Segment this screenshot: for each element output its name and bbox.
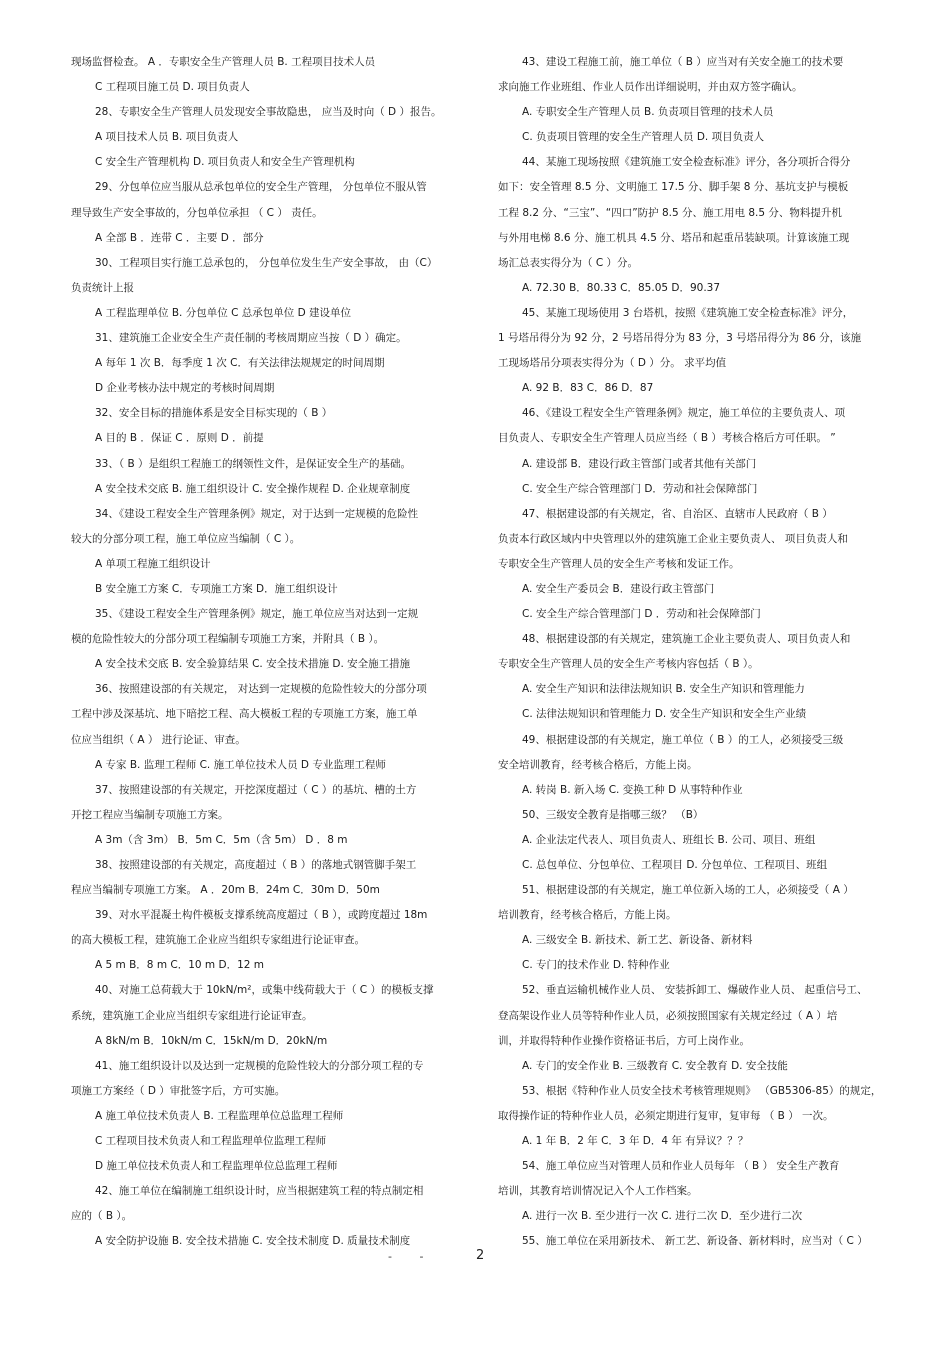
text-line: 41、施工组织设计以及达到一定规模的危险性较大的分部分项工程的专	[95, 1059, 424, 1072]
text-line: D 企业考核办法中规定的考核时间周期	[95, 382, 275, 395]
text-line: A. 72.30 B．80.33 C．85.05 D．90.37	[522, 281, 721, 294]
text-line: 31、建筑施工企业安全生产责任制的考核周期应当按（ D ）确定。	[95, 332, 407, 345]
text-line: 工现场塔吊分项表实得分为（ D ）分。 求平均值	[498, 357, 727, 370]
text-line: C 工程项目施工员 D. 项目负责人	[95, 81, 250, 94]
text-line: C. 总包单位、分包单位、工程项目 D. 分包单位、工程项目、班组	[522, 859, 828, 871]
text-line: A. 进行一次 B. 至少进行一次 C. 进行二次 D．至少进行二次	[522, 1210, 803, 1223]
left-column	[71, 50, 471, 1255]
text-line: 开挖工程应当编制专项施工方案。	[71, 808, 229, 821]
text-line: C 工程项目技术负责人和工程监理单位监理工程师	[95, 1135, 327, 1148]
text-line: A 安全防护设施 B. 安全技术措施 C. 安全技术制度 D. 质量技术制度	[95, 1235, 411, 1248]
text-line: 理导致生产安全事故的，分包单位承担 （ C ） 责任。	[71, 206, 323, 219]
text-line: A 项目技术人员 B. 项目负责人	[95, 131, 239, 144]
text-line: 51、根据建设部的有关规定，施工单位新入场的工人，必须接受（ A ）	[522, 884, 854, 897]
text-line: 55、施工单位在采用新技术、 新工艺、新设备、新材料时，应当对（ C ）	[522, 1235, 868, 1248]
text-line: B 安全施工方案 C．专项施工方案 D．施工组织设计	[95, 582, 338, 595]
text-line: 负责本行政区域内中央管理以外的建筑施工企业主要负责人、 项目负责人和	[498, 532, 848, 545]
text-line: 较大的分部分项工程，施工单位应当编制（ C ）。	[71, 532, 301, 545]
text-line: A 安全技术交底 B. 施工组织设计 C. 安全操作规程 D. 企业规章制度	[95, 482, 411, 495]
text-line: 54、施工单位应当对管理人员和作业人员每年 （ B ） 安全生产教育	[522, 1160, 840, 1173]
text-line: 专职安全生产管理人员的安全生产考核内容包括（ B ）。	[498, 658, 759, 671]
text-line: A. 三级安全 B. 新技术、新工艺、新设备、新材料	[522, 934, 753, 947]
text-line: 取得操作证的特种作业人员，必须定期进行复审，复审每 （ B ） 一次。	[498, 1109, 834, 1122]
text-line: C. 法律法规知识和管理能力 D. 安全生产知识和安全生产业绩	[522, 708, 807, 721]
text-line: A. 企业法定代表人、项目负责人、班组长 B. 公司、项目、班组	[522, 833, 816, 846]
text-line: 46、《建设工程安全生产管理条例》规定，施工单位的主要负责人、项	[522, 407, 846, 420]
text-line: A. 92 B．83 C．86 D．87	[522, 382, 654, 395]
text-line: C 安全生产管理机构 D. 项目负责人和安全生产管理机构	[95, 156, 355, 169]
text-line: 如下：安全管理 8.5 分、文明施工 17.5 分、脚手架 8 分、基坑支护与模板	[498, 181, 849, 194]
text-line: 37、按照建设部的有关规定，开挖深度超过（ C ）的基坑、槽的土方	[95, 783, 417, 796]
text-line: 目负责人、专职安全生产管理人员应当经（ B ）考核合格后方可任职。 ”	[498, 432, 836, 445]
text-line: A. 专门的安全作业 B. 三级教育 C. 安全教育 D. 安全技能	[522, 1059, 788, 1072]
right-column	[498, 50, 893, 1255]
text-line: A 工程监理单位 B. 分包单位 C 总承包单位 D 建设单位	[95, 306, 352, 319]
text-line: 48、根据建设部的有关规定，建筑施工企业主要负责人、项目负责人和	[522, 633, 851, 646]
text-line: 45、某施工现场使用 3 台塔机，按照《建筑施工安全检查标准》评分，	[522, 306, 854, 319]
page-footer	[0, 1250, 950, 1270]
text-line: 39、对水平混凝土构件模板支撑系统高度超过（ B ），或跨度超过 18m	[95, 909, 428, 922]
text-line: 训，并取得特种作业操作资格证书后，方可上岗作业。	[498, 1034, 750, 1047]
text-line: 35、《建设工程安全生产管理条例》规定，施工单位应当对达到一定规	[95, 608, 419, 621]
text-line: A. 1 年 B．2 年 C．3 年 D．4 年 有异议？？？	[522, 1135, 749, 1148]
text-line: 36、按照建设部的有关规定， 对达到一定规模的危险性较大的分部分项	[95, 683, 427, 696]
text-line: 49、根据建设部的有关规定，施工单位（ B ）的工人，必须接受三级	[522, 733, 844, 746]
text-line: 项施工方案经（ D ）审批签字后，方可实施。	[71, 1084, 286, 1097]
text-line: 52、垂直运输机械作业人员、 安装拆卸工、爆破作业人员、 起重信号工、	[522, 984, 868, 997]
text-line: 应的（ B ）。	[71, 1210, 133, 1223]
text-line: A 目的 B ．保证 C ．原则 D ．前提	[95, 432, 264, 445]
text-line: D 施工单位技术负责人和工程监理单位总监理工程师	[95, 1160, 338, 1173]
text-line: 负责统计上报	[71, 281, 134, 294]
text-line: 29、分包单位应当服从总承包单位的安全生产管理， 分包单位不服从管	[95, 181, 427, 194]
text-line: 42、施工单位在编制施工组织设计时，应当根据建筑工程的特点制定相	[95, 1185, 424, 1198]
text-line: C. 安全生产综合管理部门 D ．劳动和社会保障部门	[522, 608, 761, 621]
text-line: 44、某施工现场按照《建筑施工安全检查标准》评分，各分项折合得分	[522, 156, 851, 169]
text-line: 现场监督检查。 A ．专职安全生产管理人员 B. 工程项目技术人员	[71, 56, 376, 68]
text-line: A 单项工程施工组织设计	[95, 557, 211, 570]
footer-dashes: - -	[388, 1250, 436, 1263]
text-line: A 每年 1 次 B．每季度 1 次 C．有关法律法规规定的时间周期	[95, 357, 385, 370]
page-number: 2	[476, 1248, 485, 1263]
text-line: 登高架设作业人员等特种作业人员，必须按照国家有关规定经过（ A ）培	[498, 1009, 838, 1022]
text-line: 47、根据建设部的有关规定，省、自治区、直辖市人民政府（ B ）	[522, 507, 833, 520]
text-line: 与外用电梯 8.6 分、施工机具 4.5 分、塔吊和起重吊装缺项。计算该施工现	[498, 231, 850, 244]
text-line: 培训教育，经考核合格后，方能上岗。	[498, 909, 677, 922]
text-line: A 8kN/m B．10kN/m C．15kN/m D．20kN/m	[95, 1034, 328, 1047]
text-line: 专职安全生产管理人员的安全生产考核和发证工作。	[498, 557, 740, 570]
text-line: C. 专门的技术作业 D. 特种作业	[522, 959, 670, 972]
text-line: A 专家 B. 监理工程师 C. 施工单位技术人员 D 专业监理工程师	[95, 758, 386, 771]
text-line: 43、建设工程施工前，施工单位（ B ）应当对有关安全施工的技术要	[522, 56, 844, 68]
text-line: 培训，其教育培训情况记入个人工作档案。	[498, 1185, 698, 1198]
text-line: A. 转岗 B. 新入场 C. 变换工种 D 从事特种作业	[522, 783, 743, 796]
text-line: 程应当编制专项施工方案。 A ．20m B．24m C．30m D．50m	[71, 884, 380, 897]
text-line: 32、安全目标的措施体系是安全目标实现的（ B ）	[95, 407, 333, 420]
text-line: A 5 m B．8 m C．10 m D．12 m	[95, 959, 264, 972]
text-line: 33、（ B ）是组织工程施工的纲领性文件，是保证安全生产的基础。	[95, 457, 411, 470]
text-line: 1 号塔吊得分为 92 分，2 号塔吊得分为 83 分，3 号塔吊得分为 86 分，该施	[498, 332, 862, 345]
text-line: A 全部 B ．连带 C ．主要 D ．部分	[95, 231, 264, 244]
text-line: 34、《建设工程安全生产管理条例》规定，对于达到一定规模的危险性	[95, 507, 419, 520]
text-line: C. 负责项目管理的安全生产管理人员 D. 项目负责人	[522, 131, 765, 144]
text-line: 30、工程项目实行施工总承包的， 分包单位发生生产安全事故， 由（C）	[95, 256, 438, 269]
text-line: A 安全技术交底 B. 安全验算结果 C. 安全技术措施 D. 安全施工措施	[95, 658, 411, 671]
text-line: A. 专职安全生产管理人员 B. 负责项目管理的技术人员	[522, 106, 774, 119]
text-line: 50、三级安全教育是指哪三级？ （B）	[522, 808, 704, 821]
text-line: 38、按照建设部的有关规定，高度超过（ B ）的落地式钢管脚手架工	[95, 859, 417, 871]
text-line: 模的危险性较大的分部分项工程编制专项施工方案，并附具（ B ）。	[71, 633, 385, 646]
text-line: 40、对施工总荷载大于 10kN/m²，或集中线荷载大于（ C ）的模板支撑	[95, 984, 434, 997]
text-line: 场汇总表实得分为（ C ）分。	[498, 256, 639, 269]
text-line: A 3m（含 3m） B．5m C．5m（含 5m） D ．8 m	[95, 833, 348, 846]
text-line: 工程中涉及深基坑、地下暗挖工程、高大模板工程的专项施工方案，施工单	[71, 708, 418, 721]
text-line: A 施工单位技术负责人 B. 工程监理单位总监理工程师	[95, 1109, 344, 1122]
text-line: A. 安全生产委员会 B．建设行政主管部门	[522, 582, 715, 595]
text-line: 系统，建筑施工企业应当组织专家组进行论证审查。	[71, 1009, 313, 1022]
text-line: 工程 8.2 分、“三宝”、“四口”防护 8.5 分、施工用电 8.5 分、物料提升机	[498, 206, 842, 219]
text-line: 28、专职安全生产管理人员发现安全事故隐患， 应当及时向（ D ）报告。	[95, 106, 442, 119]
text-line: 求向施工作业班组、作业人员作出详细说明，并由双方签字确认。	[498, 81, 803, 94]
text-line: A. 安全生产知识和法律法规知识 B. 安全生产知识和管理能力	[522, 683, 805, 696]
text-line: 的高大模板工程，建筑施工企业应当组织专家组进行论证审查。	[71, 934, 365, 947]
text-line: 53、根据《特种作业人员安全技术考核管理规则》 （GB5306-85）的规定，	[522, 1084, 882, 1097]
text-line: 位应当组织（ A ） 进行论证、审查。	[71, 733, 246, 746]
text-line: 安全培训教育，经考核合格后，方能上岗。	[498, 758, 698, 771]
text-line: A. 建设部 B．建设行政主管部门或者其他有关部门	[522, 457, 757, 470]
text-line: C. 安全生产综合管理部门 D．劳动和社会保障部门	[522, 482, 758, 495]
